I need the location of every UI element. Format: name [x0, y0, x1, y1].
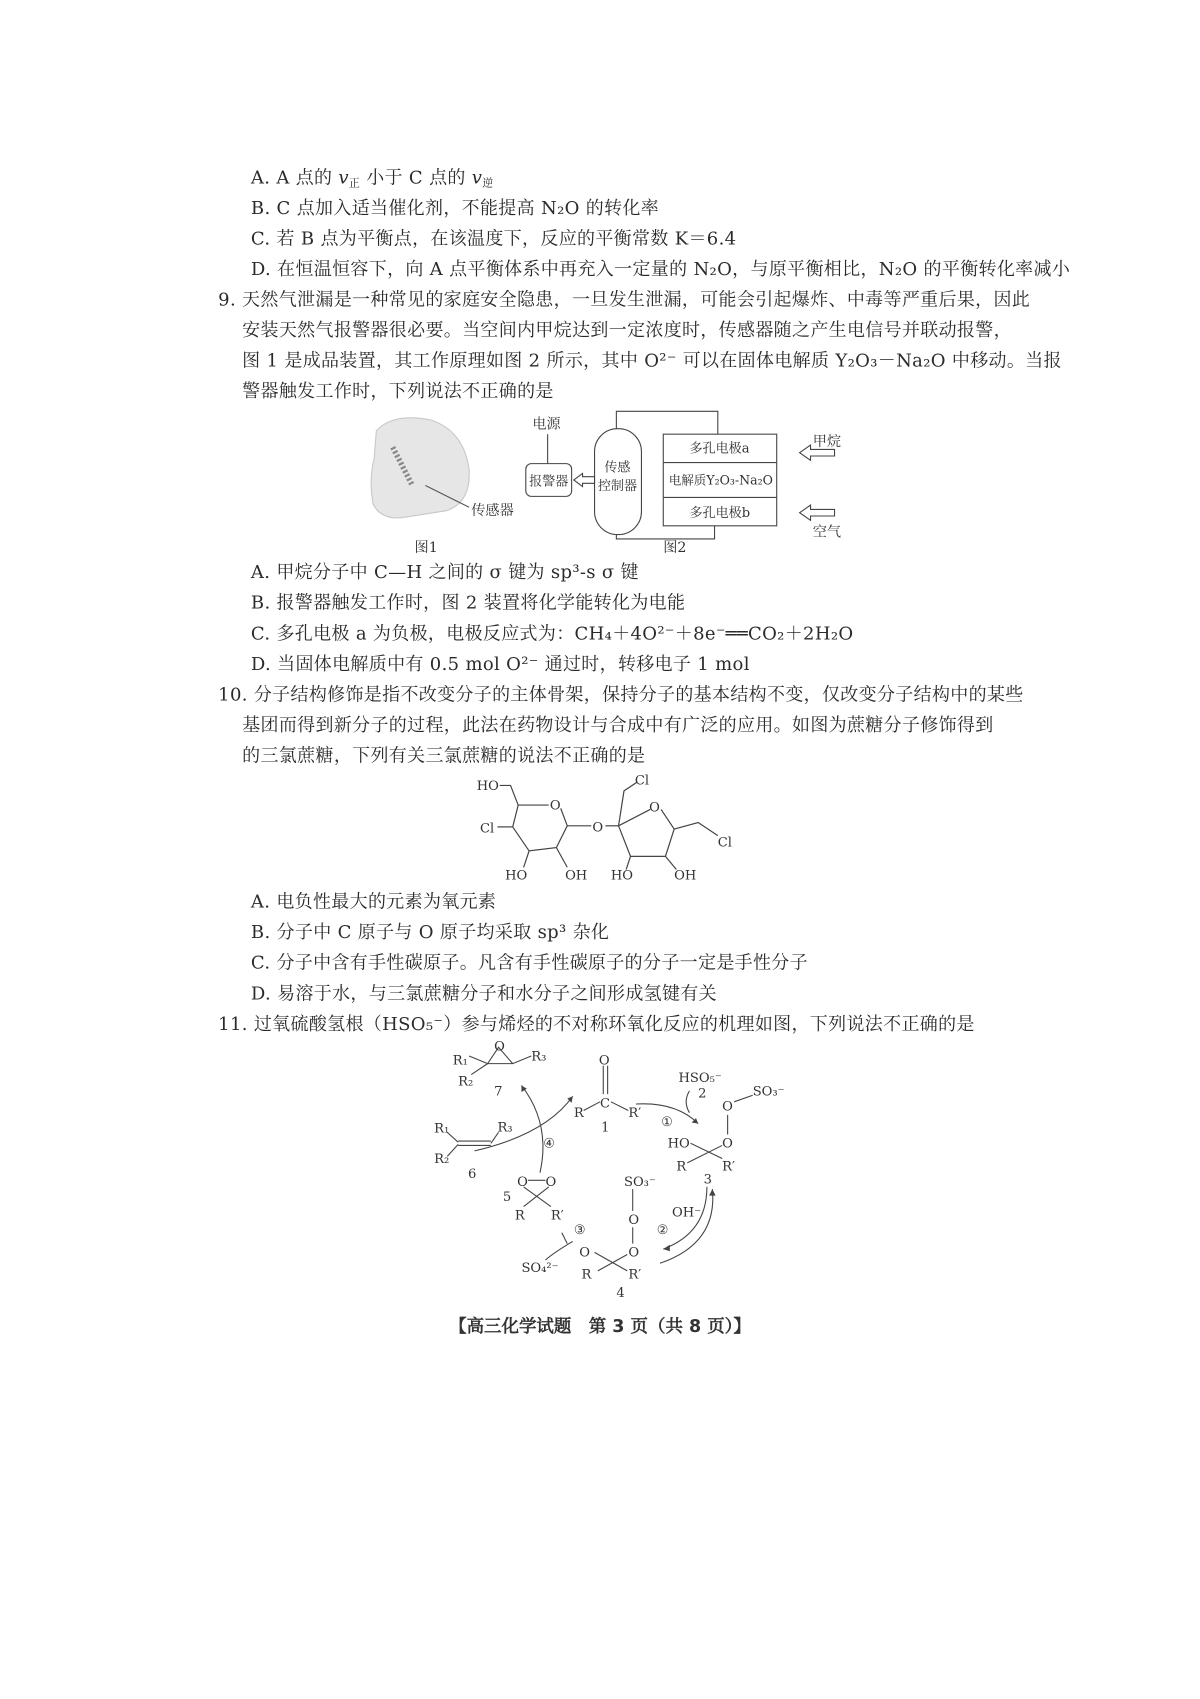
q8-option-c: C. 若 B 点为平衡点，在该温度下，反应的平衡常数 K＝6.4	[250, 227, 737, 249]
atom-label: O	[517, 1174, 528, 1190]
atom-label: O	[545, 1174, 557, 1190]
atom-label: O	[628, 1245, 640, 1261]
group-label: R₂	[434, 1151, 450, 1167]
q9-stem: 9. 天然气泄漏是一种常见的家庭安全隐患，一旦发生泄漏，可能会引起爆炸、中毒等严重后果，因此	[218, 289, 1031, 310]
electrode-a-label: 多孔电极a	[689, 441, 750, 457]
q10-option-d: D. 易溶于水，与三氯蔗糖分子和水分子之间形成氢键有关	[250, 982, 717, 1004]
atom-label: O	[579, 1245, 591, 1261]
curved-arrow	[521, 1085, 542, 1172]
compound-number: 5	[502, 1190, 512, 1206]
figure-1-caption: 图1	[414, 539, 438, 556]
atom-label: O	[494, 1039, 505, 1055]
group-label: R	[573, 1106, 584, 1122]
q9-option-b: B. 报警器触发工作时，图 2 装置将化学能转化为电能	[250, 592, 686, 614]
reagent-label: HSO₅⁻	[678, 1071, 722, 1087]
compound-number: 2	[698, 1086, 707, 1102]
compound-number: 1	[601, 1120, 610, 1136]
reagent-label: OH⁻	[671, 1205, 702, 1221]
figure-2-caption: 图2	[663, 539, 687, 556]
step-number: ④	[543, 1136, 556, 1152]
power-label: 电源	[532, 416, 561, 433]
atom-label: O	[649, 800, 660, 816]
compound-number: 7	[494, 1084, 503, 1100]
q10-option-a: A. 电负性最大的元素为氧元素	[250, 891, 497, 912]
air-label: 空气	[812, 524, 842, 541]
curved-arrow	[562, 1233, 567, 1244]
sensor-label: 传感器	[471, 502, 514, 519]
q8-option-b: B. C 点加入适当催化剂，不能提高 N₂O 的转化率	[250, 197, 660, 219]
atom-label: Cl	[634, 773, 650, 789]
q9-option-d: D. 当固体电解质中有 0.5 mol O²⁻ 通过时，转移电子 1 mol	[250, 653, 750, 675]
q10-stem: 10. 分子结构修饰是指不改变分子的主体骨架，保持分子的基本结构不变，仅改变分子结构中的某些	[218, 683, 1024, 705]
atom-label: C	[599, 1096, 611, 1112]
group-label: R₃	[531, 1049, 547, 1065]
atom-label: Cl	[717, 835, 733, 851]
atom-label: HO	[505, 868, 528, 884]
controller-label: 控制器	[597, 478, 638, 494]
group-label: R	[514, 1208, 525, 1224]
group-label: R′	[628, 1106, 642, 1122]
electrode-b-label: 多孔电极b	[689, 506, 751, 522]
atom-label: O	[722, 1099, 733, 1115]
q8-option-a-text: A. A 点的	[250, 166, 339, 188]
group-label: R₂	[458, 1074, 474, 1090]
arrow-left-icon	[574, 473, 595, 486]
group-label: R′	[722, 1159, 736, 1175]
figure-1	[371, 418, 514, 556]
atom-label: O	[592, 820, 604, 836]
q9-option-c: C. 多孔电极 a 为负极，电极反应式为：CH₄＋4O²⁻＋8e⁻══CO₂＋2H₂O	[250, 622, 854, 644]
hollow-arrow-icon	[800, 505, 835, 520]
atom-label: O	[549, 798, 561, 814]
group-label: R₁	[452, 1053, 468, 1069]
group-label: R	[676, 1159, 687, 1175]
atom-label: HO	[476, 778, 499, 794]
group-label: R₃	[497, 1120, 513, 1136]
q9-stem: 警器触发工作时，下列说法不正确的是	[242, 380, 554, 402]
wire-top	[616, 411, 717, 434]
step-number: ③	[573, 1222, 586, 1238]
v-symbol: v	[471, 166, 483, 188]
v-subscript: 逆	[482, 177, 494, 190]
q10-option-b: B. 分子中 C 原子与 O 原子均采取 sp³ 杂化	[250, 921, 610, 943]
q9-stem: 安装天然气报警器很必要。当空间内甲烷达到一定浓度时，传感器随之产生电信号并联动报警，	[242, 319, 1012, 341]
gas-alarm-device-image	[371, 418, 469, 518]
q8-option-d: D. 在恒温恒容下，向 A 点平衡体系中再充入一定量的 N₂O，与原平衡相比，N₂O 的平衡转化率减小	[250, 258, 1071, 280]
group-label: SO₃⁻	[623, 1174, 656, 1190]
v-symbol: v	[338, 166, 349, 188]
compound-number: 3	[703, 1172, 712, 1188]
curved-arrow	[475, 1096, 573, 1151]
v-subscript: 正	[348, 177, 361, 190]
step-number: ①	[661, 1114, 673, 1130]
q8-option-a-text: 小于 C 点的	[360, 166, 472, 188]
wire-bottom	[616, 526, 714, 539]
atom-label: O	[628, 1212, 640, 1228]
atom-label: O	[598, 1053, 610, 1069]
q10-stem: 基团而得到新分子的过程，此法在药物设计与合成中有广泛的应用。如图为蔗糖分子修饰得到	[242, 714, 994, 736]
atom-label: OH	[674, 868, 697, 884]
q9-stem: 图 1 是成品装置，其工作原理如图 2 所示，其中 O²⁻ 可以在固体电解质 Y₂O₃－Na₂O 中移动。当报	[242, 350, 1062, 371]
step-number: ②	[656, 1222, 669, 1238]
electrolyte-label: 电解质Y₂O₃-Na₂O	[668, 472, 773, 488]
epoxidation-mechanism	[434, 1040, 784, 1302]
compound-number: 4	[616, 1286, 625, 1302]
q9-option-a: A. 甲烷分子中 C—H 之间的 σ 键为 sp³-s σ 键	[250, 561, 639, 583]
atom-label: O	[722, 1136, 733, 1152]
curved-arrow	[545, 1241, 572, 1260]
q11-stem: 11. 过氧硫酸氢根（HSO₅⁻）参与烯烃的不对称环氧化反应的机理如图，下列说法不正确的是	[218, 1013, 975, 1035]
atom-label: Cl	[479, 821, 495, 837]
product-label: SO₄²⁻	[521, 1260, 559, 1276]
q10-stem: 的三氯蔗糖，下列有关三氯蔗糖的说法不正确的是	[242, 745, 646, 766]
group-label: R	[581, 1267, 592, 1283]
atom-label: OH	[565, 868, 588, 884]
group-label: R′	[628, 1267, 642, 1283]
curved-arrow	[686, 1091, 689, 1113]
figure-2	[526, 411, 841, 556]
group-label: R′	[550, 1208, 564, 1224]
q10-option-c: C. 分子中含有手性碳原子。凡含有手性碳原子的分子一定是手性分子	[250, 952, 808, 974]
atom-label: HO	[610, 868, 634, 884]
group-label: SO₃⁻	[752, 1084, 785, 1100]
group-label: HO	[667, 1136, 690, 1152]
group-label: R₁	[434, 1121, 450, 1137]
alarm-label: 报警器	[529, 474, 569, 490]
compound-number: 6	[467, 1167, 477, 1183]
methane-label: 甲烷	[812, 434, 842, 451]
controller-label: 传感	[604, 460, 631, 476]
page-footer: 【高三化学试题 第 3 页（共 8 页）】	[449, 1315, 751, 1337]
sucralose-structure	[477, 773, 732, 883]
